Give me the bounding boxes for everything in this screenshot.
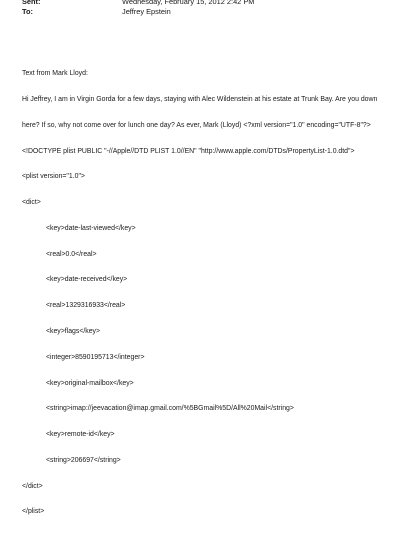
email-body [22, 53, 382, 534]
body-line: Hi Jeffrey, I am in Virgin Gorda for a few days, staying with Alec Wildenstein at his estate at Trunk Bay. Are you down [22, 95, 378, 103]
to-row [22, 7, 171, 16]
body-line: <key>date-last-viewed</key> [46, 224, 136, 232]
sent-label: Sent: [22, 0, 41, 6]
body-line: <plist version="1.0"> [22, 173, 85, 181]
sent-row [22, 0, 254, 6]
body-line: <dict> [22, 199, 41, 207]
body-line: <real>1329316933</real> [46, 302, 126, 310]
sent-value: Wednesday, February 15, 2012 2:42 PM [122, 0, 255, 6]
body-line: <key>original-mailbox</key> [46, 379, 134, 387]
body-line: <key>date-received</key> [46, 276, 128, 284]
to-value: Jeffrey Epstein [122, 7, 171, 16]
body-line: <integer>8590195713</integer> [46, 353, 145, 361]
body-line: <!DOCTYPE plist PUBLIC "-//Apple//DTD PLIST 1.0//EN" "http://www.apple.com/DTDs/PropertyList-1.0.dtd"> [22, 147, 355, 155]
body-line: here? If so, why not come over for lunch one day? As ever, Mark (Lloyd) <?xml version="1.0" encoding="UTF-8"?> [22, 121, 371, 129]
body-line: <string>imap://jeevacation@imap.gmail.com/%5BGmail%5D/All%20Mail</string> [46, 405, 294, 413]
body-line: </plist> [22, 508, 45, 516]
body-line: <key>flags</key> [46, 328, 101, 335]
body-line: </dict> [22, 482, 43, 490]
body-line: Text from Mark Lloyd: [22, 70, 88, 78]
to-label: To: [22, 7, 33, 16]
body-line: <real>0.0</real> [46, 250, 97, 258]
body-line: <key>remote-id</key> [46, 431, 115, 439]
body-line: <string>206697</string> [46, 456, 121, 464]
